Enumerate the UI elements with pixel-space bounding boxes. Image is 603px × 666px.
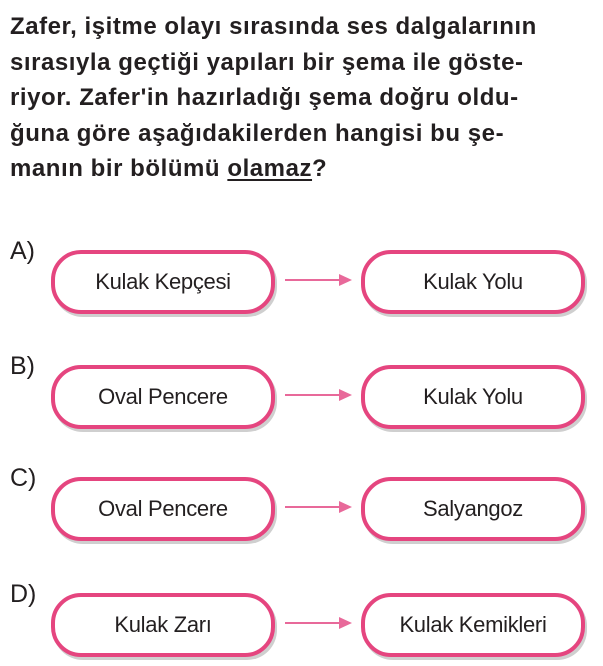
option-letter: D): [10, 580, 37, 608]
question-text: [10, 9, 596, 187]
left-structure-box: Oval Pencere: [51, 477, 275, 541]
right-arrow-icon: [283, 499, 353, 515]
right-arrow-icon: [283, 615, 353, 631]
option-d[interactable]: [0, 580, 603, 657]
option-letter: B): [10, 352, 35, 380]
question-line: manın bir bölümü: [10, 155, 228, 182]
right-arrow-icon: [283, 272, 353, 288]
option-a[interactable]: [0, 237, 603, 314]
question-line: ğuna göre aşağıdakilerden hangisi bu şe-: [10, 119, 505, 147]
question-line: sırasıyla geçtiği yapıları bir şema ile göste-: [10, 48, 524, 76]
option-letter: C): [10, 464, 37, 492]
left-structure-box: Kulak Kepçesi: [51, 250, 275, 314]
option-b[interactable]: [0, 352, 603, 429]
option-c[interactable]: [0, 464, 603, 541]
negation-word: olamaz: [227, 155, 313, 182]
left-structure-box: Oval Pencere: [51, 365, 275, 429]
right-structure-box: Kulak Yolu: [361, 365, 585, 429]
left-structure-box: Kulak Zarı: [51, 593, 275, 657]
right-arrow-icon: [283, 387, 353, 403]
question-line: riyor. Zafer'in hazırladığı şema doğru oldu-: [10, 84, 519, 111]
question-line: Zafer, işitme olayı sırasında ses dalgalarının: [10, 13, 537, 40]
right-structure-box: Salyangoz: [361, 477, 585, 541]
right-structure-box: Kulak Yolu: [361, 250, 585, 314]
right-structure-box: Kulak Kemikleri: [361, 593, 585, 657]
option-letter: A): [10, 237, 35, 265]
question-mark: ?: [312, 155, 328, 182]
